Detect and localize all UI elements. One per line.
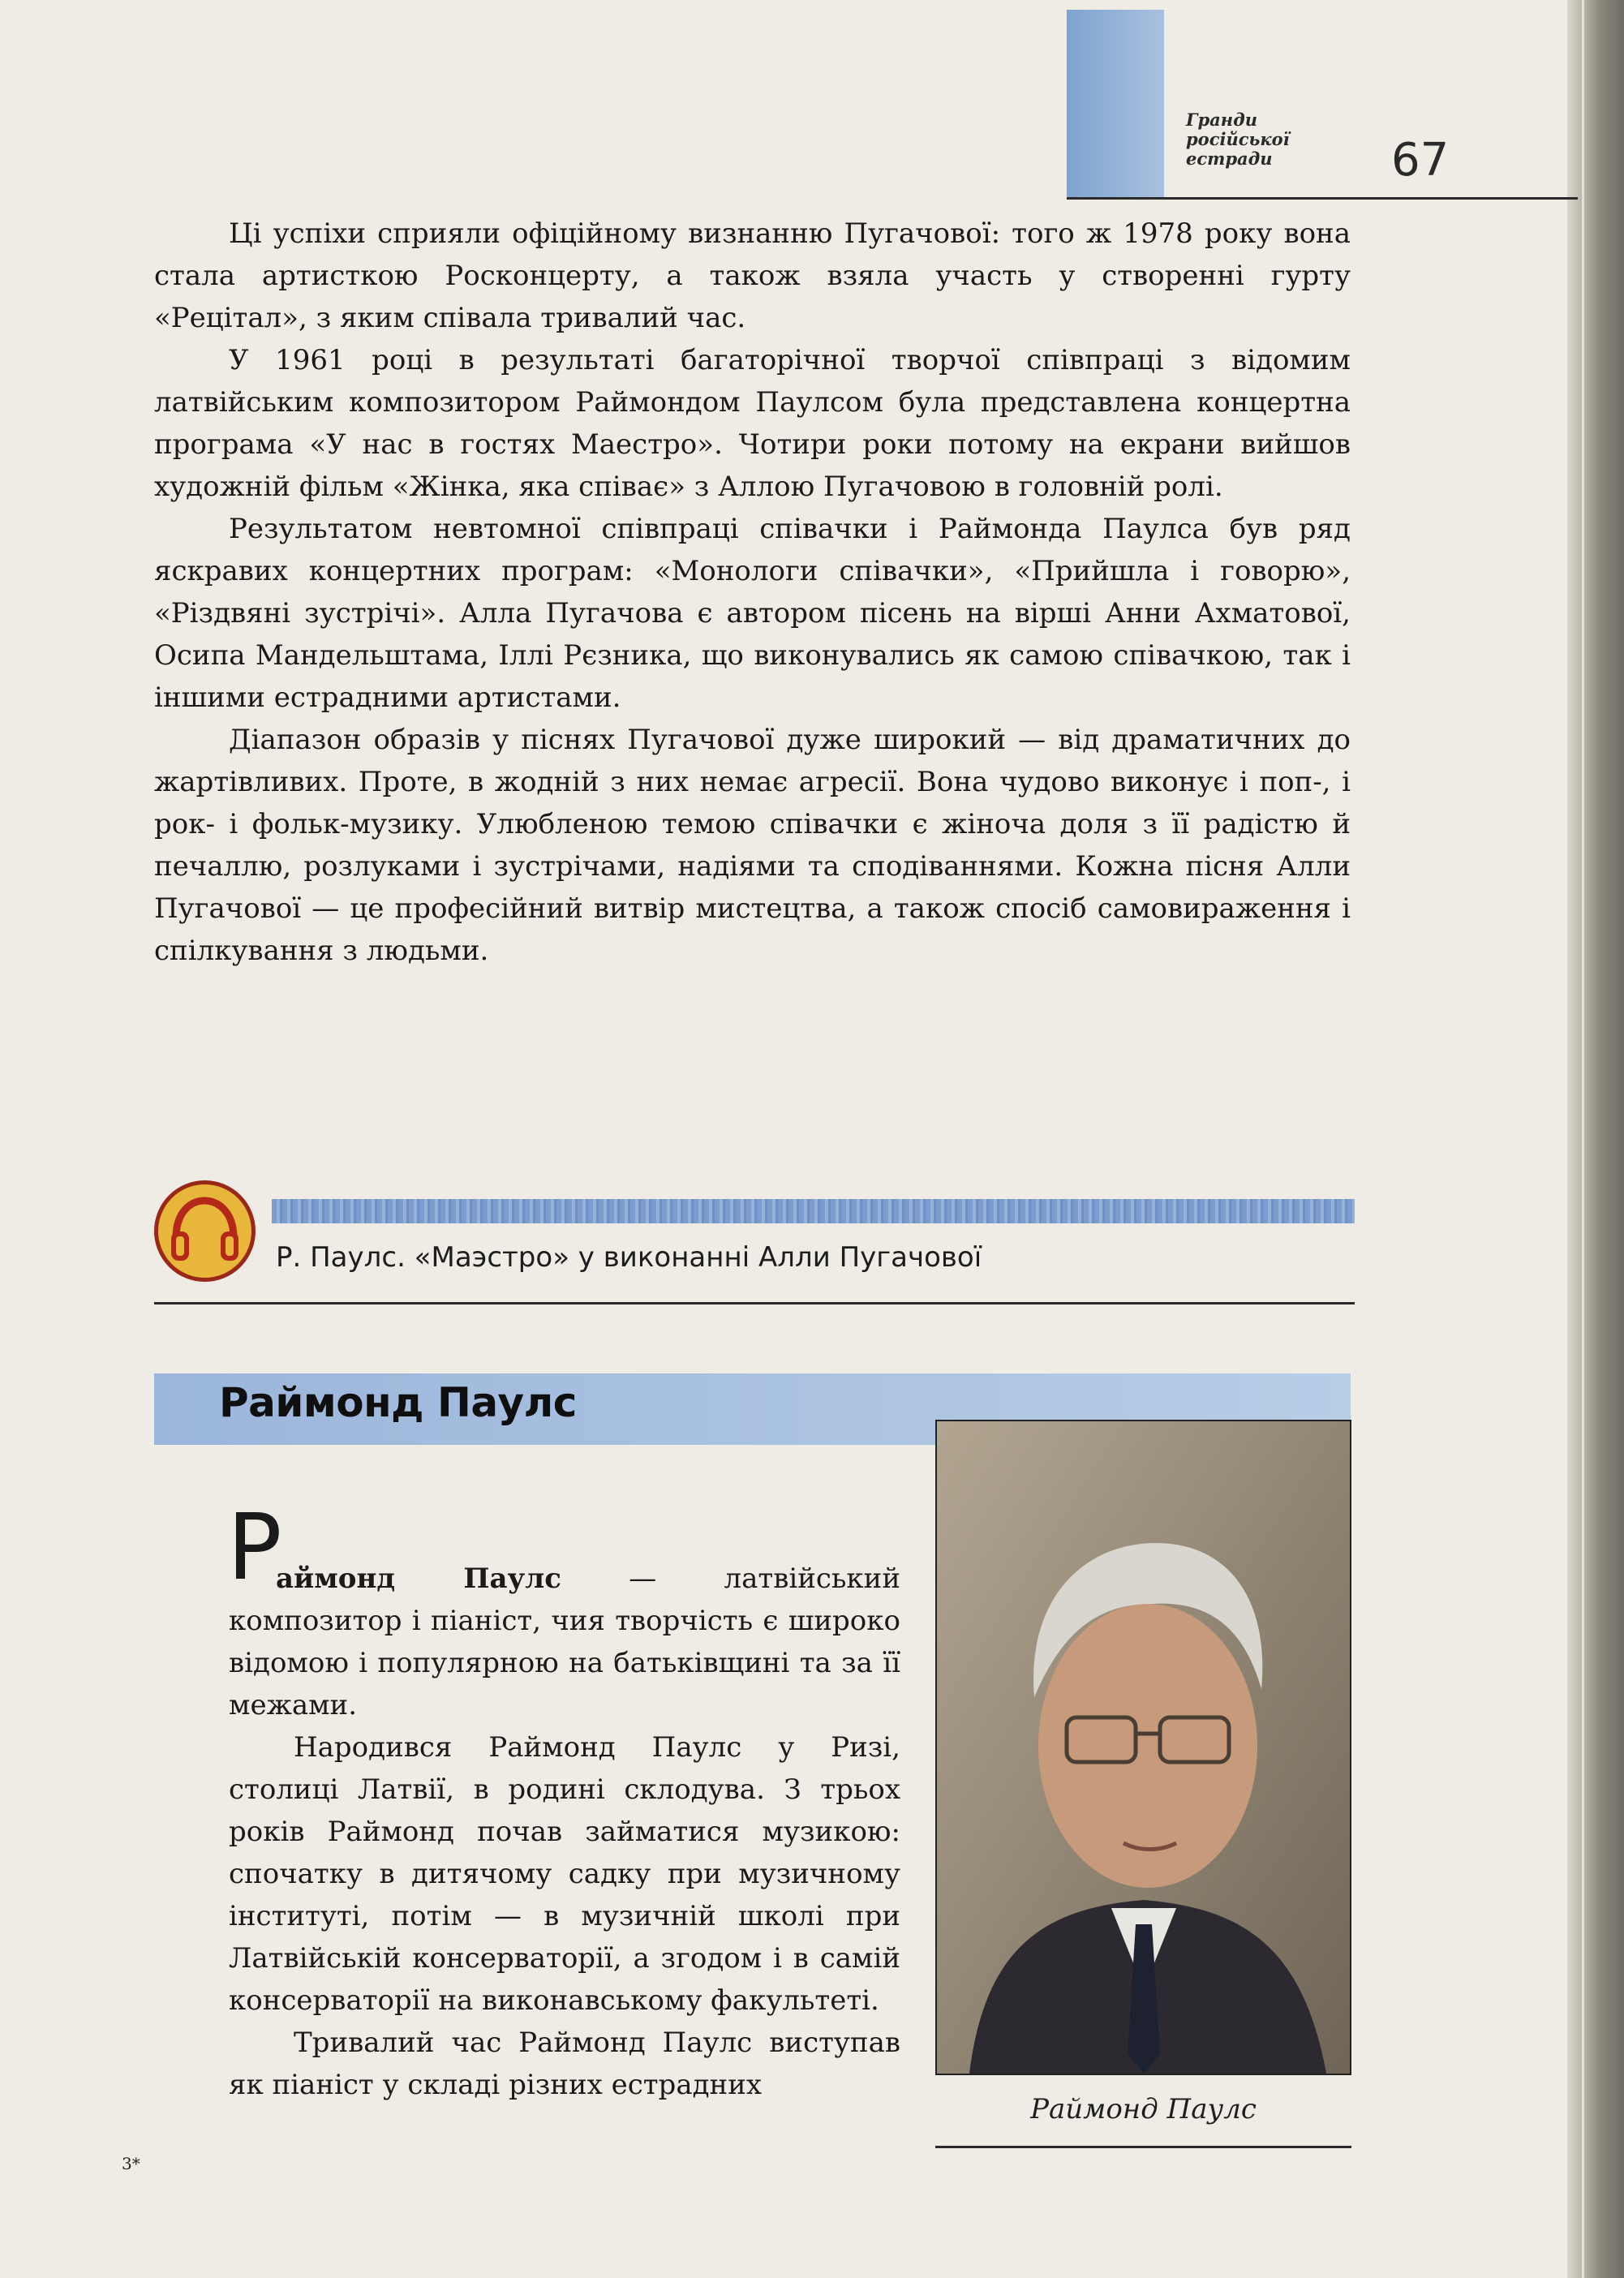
photo-caption: Раймонд Паулс — [1030, 2093, 1257, 2125]
bio-lead-name: аймонд Паулс — [276, 1562, 561, 1595]
listening-strip — [272, 1199, 1355, 1223]
page-number: 67 — [1391, 134, 1450, 187]
section-title: Раймонд Паулс — [219, 1379, 577, 1426]
bio-lead-rest: — латвійський композитор і піаніст, чия творчість є широко відомою і популярною на батьківщині та за її межами. — [229, 1562, 900, 1721]
paragraph: Діапазон образів у піснях Пугачової дуже широкий — від драматичних до жартівливих. Проте, в жодній з них немає агресії. Вона чудово виконує і поп-, і рок- і фольк-музику. Улюбленою темою співачки є жіноча доля з її радістю й печаллю, розлуками і зустрічами, надіями та сподіваннями. Кожна пісня Алли Пугачової — це професійний витвір мистецтва, а також спосіб самовираження і спілкування з людьми. — [154, 724, 1351, 967]
main-text — [154, 213, 1351, 972]
listening-caption: Р. Паулс. «Маэстро» у виконанні Алли Пугачової — [276, 1241, 982, 1274]
drop-cap: Р — [227, 1495, 282, 1601]
listening-rule — [154, 1302, 1355, 1304]
paragraph: У 1961 році в результаті багаторічної творчої співпраці з відомим латвійським композитором Раймондом Паулсом була представлена концертна програма «У нас в гостях Маестро». Чотири роки потому на екрани вийшов художній фільм «Жінка, яка співає» з Аллою Пугачовою в головній ролі. — [154, 344, 1351, 503]
bio-paragraph-2: Народився Раймонд Паулс у Ризі, столиці Латвії, в родині склодува. З трьох років Раймонд почав займатися музикою: спочатку в дитячому садку при музичному інституті, потім — в музичній школі при Латвійській консерваторії, а згодом і в самій консерваторії на виконавському факультеті. — [229, 1731, 900, 2017]
paragraph: Результатом невтомної співпраці співачки і Раймонда Паулса був ряд яскравих концертних програм: «Монологи співачки», «Прийшла і говорю», «Різдвяні зустрічі». Алла Пугачова є автором пісень на вірші Анни Ахматової, Осипа Мандельштама, Іллі Рєзника, що виконувались як самою співачкою, так і іншими естрадними артистами. — [154, 513, 1351, 714]
headphones-icon — [154, 1180, 256, 1282]
portrait-photo — [935, 1420, 1351, 2075]
header-rule — [1067, 197, 1578, 200]
running-head-line-2: російської — [1186, 129, 1290, 149]
paragraph: Ці успіхи сприяли офіційному визнанню Пугачової: того ж 1978 року вона стала артисткою Росконцерту, а також взяла участь у створенні гурту «Рецітал», з яким співала тривалий час. — [154, 217, 1351, 334]
signature-mark: 3* — [122, 2154, 140, 2173]
bio-paragraph-3: Тривалий час Раймонд Паулс виступав як піаніст у складі різних естрадних — [229, 2027, 900, 2101]
running-head — [1186, 110, 1332, 169]
book-page-edge — [1567, 0, 1624, 2278]
photo-caption-rule — [935, 2146, 1351, 2148]
running-head-line-1: Гранди — [1186, 110, 1257, 130]
running-head-line-3: естради — [1186, 148, 1273, 169]
header-accent-bar — [1067, 10, 1164, 199]
bio-text — [229, 1558, 900, 2106]
bio-paragraph-1 — [229, 1558, 900, 1726]
